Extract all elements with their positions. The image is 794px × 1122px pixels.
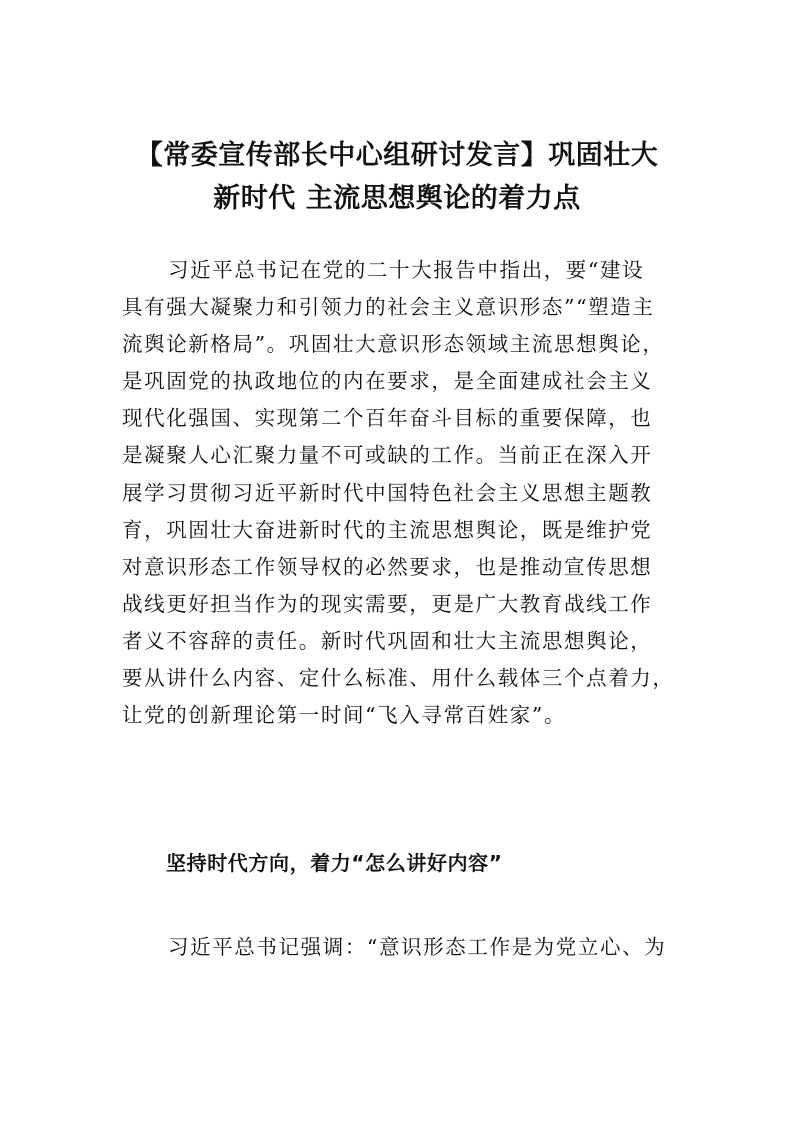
document-title xyxy=(110,134,684,220)
paragraph-line: 现代化强国、实现第二个百年奋斗目标的重要保障，也 xyxy=(122,406,653,431)
section-heading: 坚持时代方向，着力“怎么讲好内容” xyxy=(166,851,503,875)
paragraph-line: 流舆论新格局”。巩固壮大意识形态领域主流思想舆论， xyxy=(122,332,665,357)
title-line: 新时代 主流思想舆论的着力点 xyxy=(213,183,581,214)
paragraph-line: 具有强大凝聚力和引领力的社会主义意识形态”“塑造主 xyxy=(122,295,655,320)
paragraph-line: 对意识形态工作领导权的必然要求，也是推动宣传思想 xyxy=(122,554,653,579)
paragraph-line: 育，巩固壮大奋进新时代的主流思想舆论，既是维护党 xyxy=(122,517,653,542)
title-line: 【常委宣传部长中心组研讨发言】巩固壮大 xyxy=(135,140,659,171)
paragraph-line: 展学习贯彻习近平新时代中国特色社会主义思想主题教 xyxy=(122,480,653,505)
paragraph-line: 让党的创新理论第一时间“飞入寻常百姓家”。 xyxy=(122,703,567,728)
second-paragraph-line: 习近平总书记强调：“意识形态工作是为党立心、为 xyxy=(168,935,667,959)
paragraph-line: 者义不容辞的责任。新时代巩固和壮大主流思想舆论， xyxy=(122,628,653,653)
paragraph-line: 是巩固党的执政地位的内在要求，是全面建成社会主义 xyxy=(122,369,653,394)
intro-paragraph xyxy=(122,252,675,734)
paragraph-line: 习近平总书记在党的二十大报告中指出，要“建设 xyxy=(168,258,645,282)
paragraph-line: 战线更好担当作为的现实需要，更是广大教育战线工作 xyxy=(122,591,653,616)
paragraph-line: 是凝聚人心汇聚力量不可或缺的工作。当前正在深入开 xyxy=(122,443,653,468)
paragraph-line: 要从讲什么内容、定什么标准、用什么载体三个点着力， xyxy=(122,666,675,691)
